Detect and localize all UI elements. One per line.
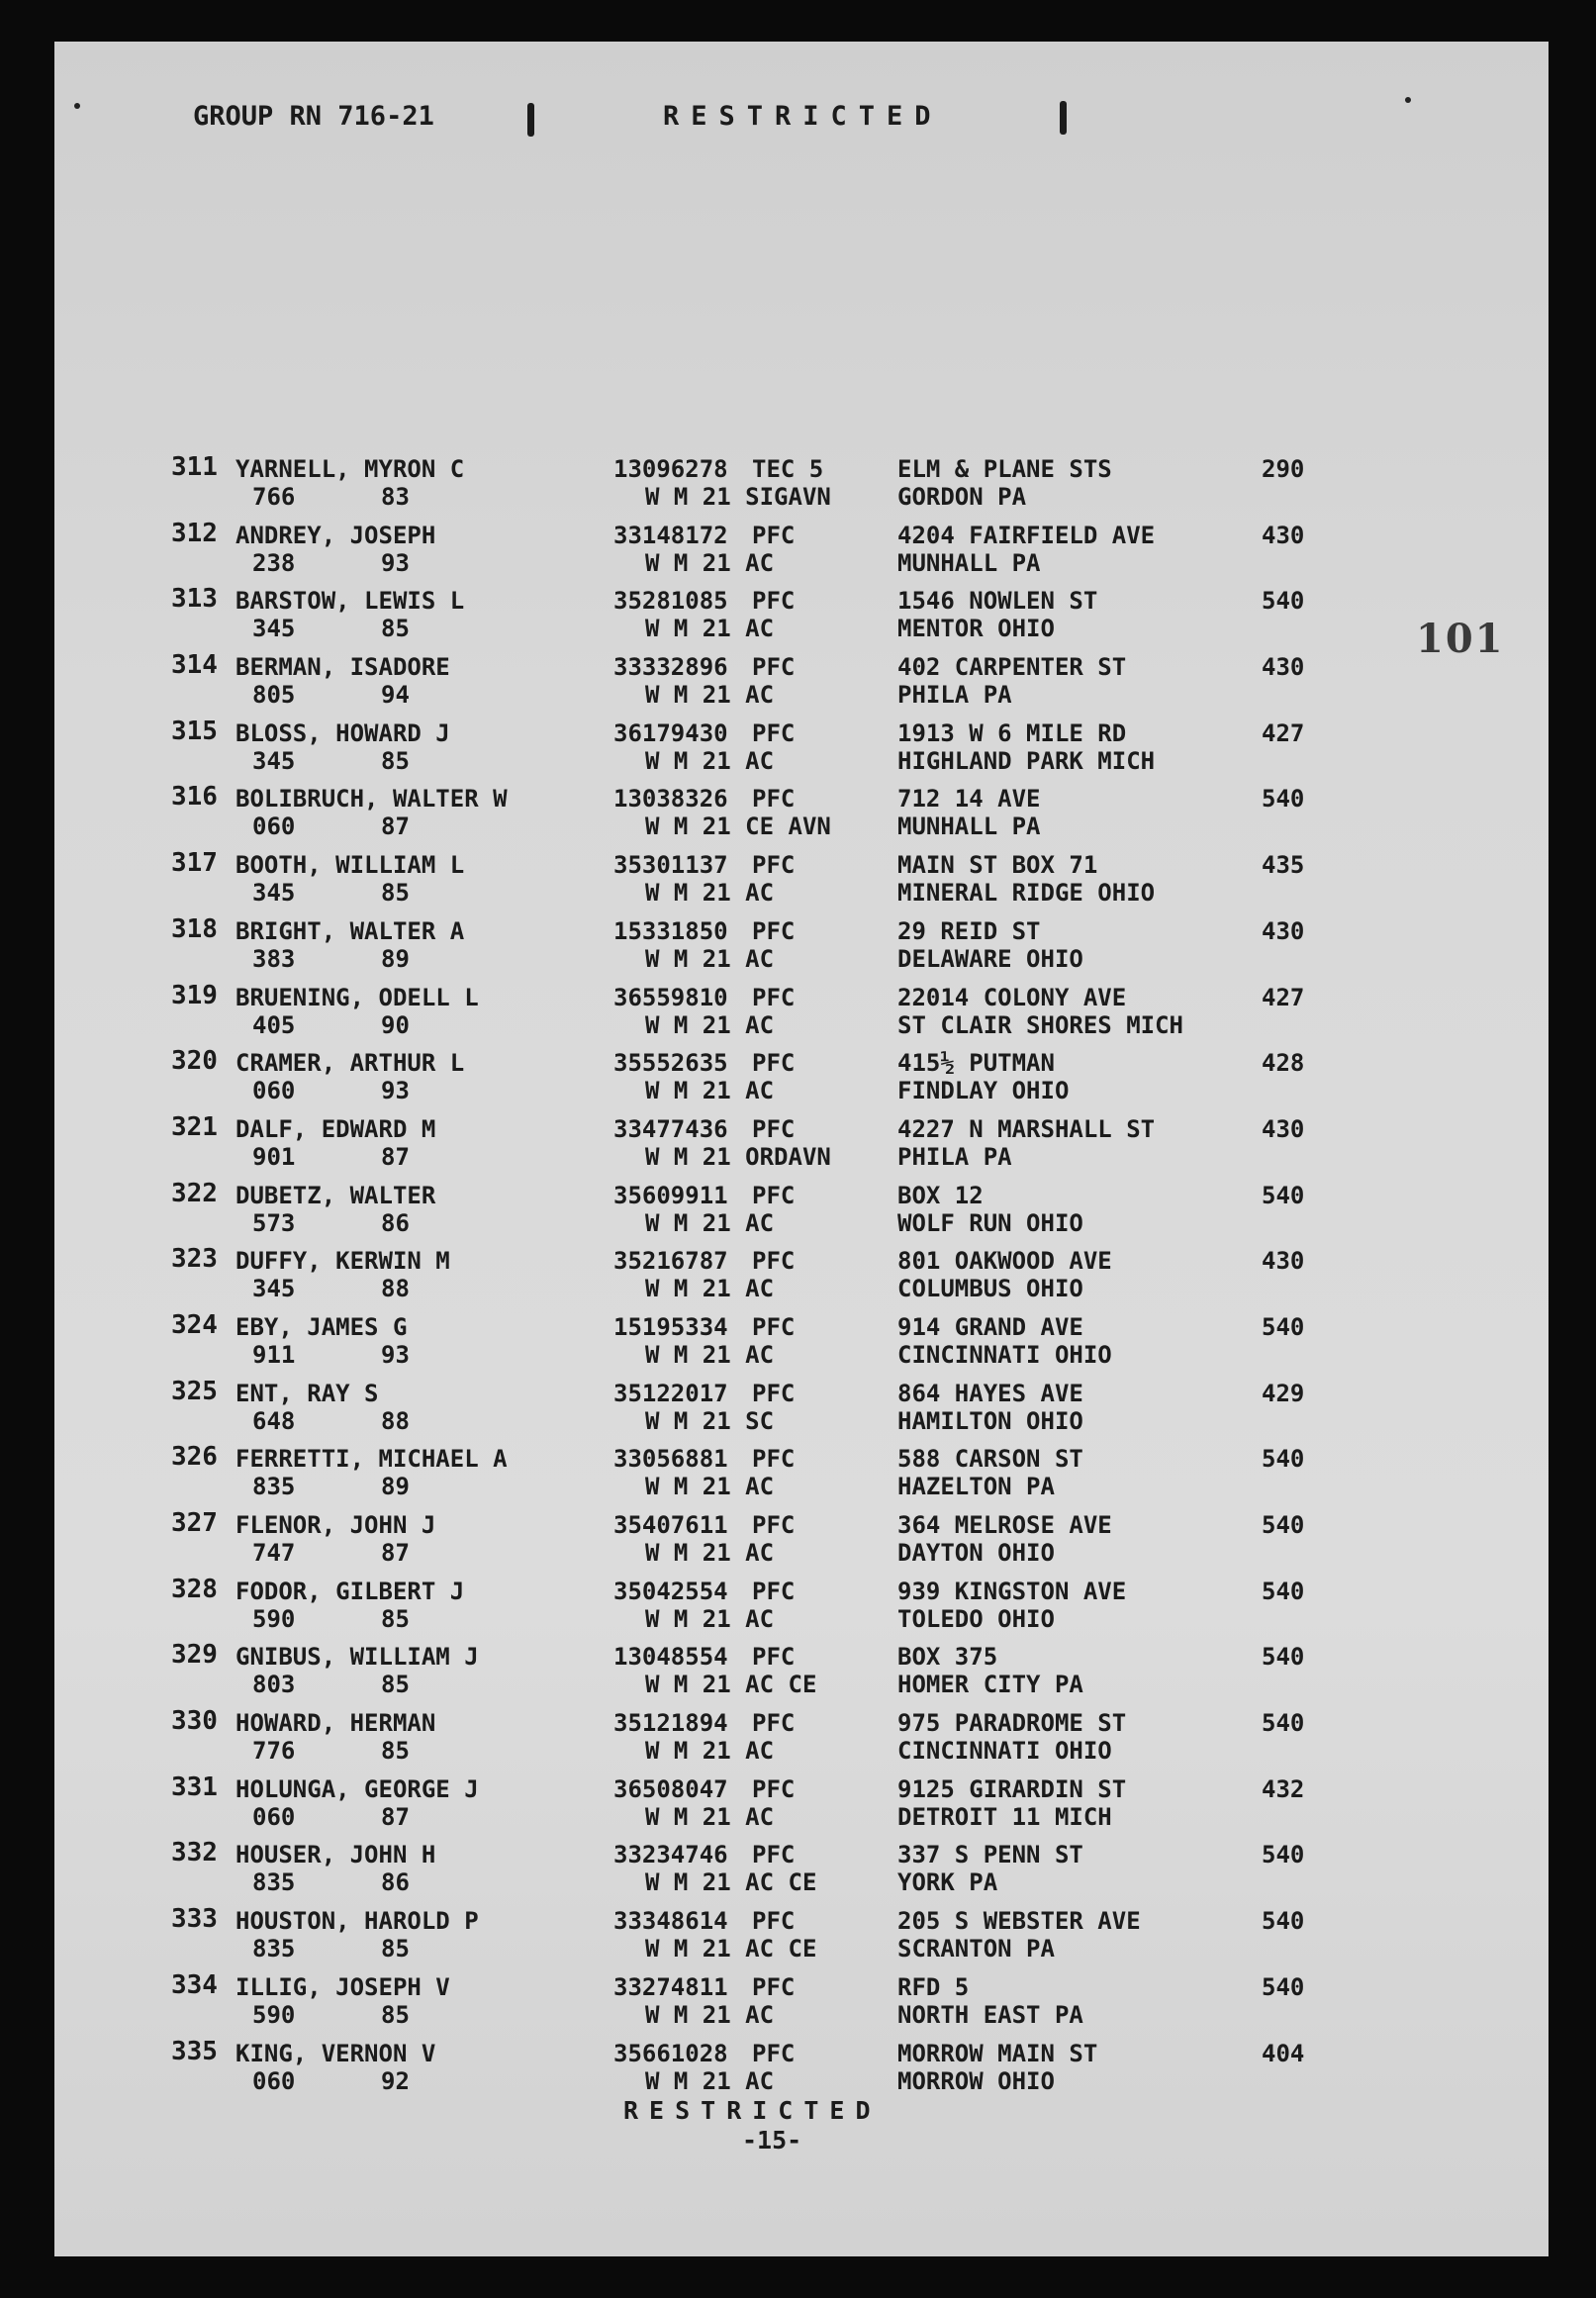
unit-code: W M 21 ORDAVN — [645, 1142, 831, 1171]
mos-code: 540 — [1262, 785, 1305, 814]
code-second: 85 — [381, 1935, 410, 1963]
serial-number: 35042554 — [613, 1577, 728, 1605]
entry-number: 323 — [171, 1244, 218, 1275]
rank: PFC — [752, 653, 796, 682]
rank: PFC — [752, 1907, 796, 1936]
entry-number: 317 — [171, 848, 218, 879]
code-first: 060 — [252, 1077, 296, 1105]
rank: PFC — [752, 1841, 796, 1869]
serial-number: 13038326 — [613, 785, 728, 814]
address-line-1: 415½ PUTMAN — [897, 1049, 1055, 1078]
address-line-2: GORDON PA — [897, 483, 1027, 511]
address-line-1: 939 KINGSTON AVE — [897, 1577, 1127, 1605]
entry-number: 320 — [171, 1046, 218, 1077]
unit-code: W M 21 AC — [645, 1340, 775, 1369]
roster-entry — [54, 1109, 1549, 1176]
code-second: 86 — [381, 1868, 410, 1897]
entry-number: 311 — [171, 452, 218, 482]
unit-code: W M 21 SIGAVN — [645, 483, 831, 511]
address-line-1: ELM & PLANE STS — [897, 455, 1112, 483]
serial-number: 35121894 — [613, 1709, 728, 1738]
roster-entry — [54, 779, 1549, 845]
mos-code: 540 — [1262, 1445, 1305, 1474]
serial-number: 36179430 — [613, 718, 728, 747]
rank: PFC — [752, 1643, 796, 1672]
serial-number: 33332896 — [613, 653, 728, 682]
address-line-1: 337 S PENN ST — [897, 1841, 1083, 1869]
roster-entry — [54, 978, 1549, 1044]
code-second: 92 — [381, 2066, 410, 2095]
unit-code: W M 21 AC — [645, 615, 775, 643]
serial-number: 33274811 — [613, 1972, 728, 2001]
roster-entry — [54, 1505, 1549, 1572]
code-second: 87 — [381, 1539, 410, 1567]
serial-number: 35281085 — [613, 587, 728, 616]
mos-code: 430 — [1262, 1247, 1305, 1276]
address-line-1: 29 REID ST — [897, 916, 1041, 945]
code-first: 805 — [252, 681, 296, 710]
rank: PFC — [752, 1181, 796, 1209]
unit-code: W M 21 AC CE — [645, 1868, 817, 1897]
mos-code: 540 — [1262, 1841, 1305, 1869]
mos-code: 540 — [1262, 1312, 1305, 1341]
rank: PFC — [752, 1312, 796, 1341]
mos-code: 540 — [1262, 1907, 1305, 1936]
mos-code: 435 — [1262, 851, 1305, 880]
unit-code: W M 21 AC — [645, 1539, 775, 1567]
roster-entry — [54, 1439, 1549, 1505]
restricted-header: RESTRICTED — [663, 101, 943, 132]
mos-code: 540 — [1262, 1511, 1305, 1539]
address-line-2: YORK PA — [897, 1868, 998, 1897]
roster-entry — [54, 1241, 1549, 1307]
serial-number: 15331850 — [613, 916, 728, 945]
soldier-name: ANDREY, JOSEPH — [235, 521, 436, 549]
unit-code: W M 21 AC — [645, 1737, 775, 1766]
entry-number: 331 — [171, 1771, 218, 1802]
soldier-name: CRAMER, ARTHUR L — [235, 1049, 465, 1078]
address-line-1: 588 CARSON ST — [897, 1445, 1083, 1474]
rank: PFC — [752, 983, 796, 1011]
address-line-2: COLUMBUS OHIO — [897, 1275, 1083, 1303]
mos-code: 430 — [1262, 521, 1305, 549]
roster-entry — [54, 1770, 1549, 1836]
address-line-2: HOMER CITY PA — [897, 1671, 1083, 1699]
address-line-2: MORROW OHIO — [897, 2066, 1055, 2095]
roster-entry — [54, 845, 1549, 911]
code-second: 87 — [381, 1802, 410, 1831]
soldier-name: KING, VERNON V — [235, 2039, 436, 2067]
soldier-name: ILLIG, JOSEPH V — [235, 1972, 450, 2001]
serial-number: 13048554 — [613, 1643, 728, 1672]
code-first: 383 — [252, 944, 296, 973]
unit-code: W M 21 AC — [645, 681, 775, 710]
soldier-name: FERRETTI, MICHAEL A — [235, 1445, 508, 1474]
soldier-name: GNIBUS, WILLIAM J — [235, 1643, 479, 1672]
entry-number: 313 — [171, 584, 218, 615]
code-first: 911 — [252, 1340, 296, 1369]
rank: PFC — [752, 2039, 796, 2067]
entry-number: 335 — [171, 2036, 218, 2066]
unit-code: W M 21 AC — [645, 1077, 775, 1105]
code-first: 060 — [252, 1802, 296, 1831]
address-line-2: HAZELTON PA — [897, 1473, 1055, 1501]
address-line-1: 712 14 AVE — [897, 785, 1041, 814]
page-number: -15- — [742, 2126, 802, 2154]
address-line-1: 402 CARPENTER ST — [897, 653, 1127, 682]
code-second: 85 — [381, 2000, 410, 2029]
serial-number: 35216787 — [613, 1247, 728, 1276]
address-line-1: 975 PARADROME ST — [897, 1709, 1127, 1738]
roster-entry — [54, 581, 1549, 647]
mos-code: 432 — [1262, 1774, 1305, 1803]
entry-number: 312 — [171, 518, 218, 548]
serial-number: 15195334 — [613, 1312, 728, 1341]
entry-number: 314 — [171, 650, 218, 681]
rank: TEC 5 — [752, 455, 824, 483]
address-line-2: SCRANTON PA — [897, 1935, 1055, 1963]
unit-code: W M 21 AC — [645, 746, 775, 775]
address-line-1: 205 S WEBSTER AVE — [897, 1907, 1141, 1936]
unit-code: W M 21 SC — [645, 1406, 775, 1435]
address-line-2: HAMILTON OHIO — [897, 1406, 1083, 1435]
entry-number: 328 — [171, 1574, 218, 1604]
mos-code: 540 — [1262, 587, 1305, 616]
code-first: 573 — [252, 1208, 296, 1237]
code-second: 85 — [381, 615, 410, 643]
address-line-1: MAIN ST BOX 71 — [897, 851, 1098, 880]
entry-number: 318 — [171, 913, 218, 944]
address-line-2: NORTH EAST PA — [897, 2000, 1083, 2029]
serial-number: 33348614 — [613, 1907, 728, 1936]
unit-code: W M 21 AC — [645, 1275, 775, 1303]
address-line-1: 9125 GIRARDIN ST — [897, 1774, 1127, 1803]
unit-code: W M 21 AC — [645, 2000, 775, 2029]
soldier-name: EBY, JAMES G — [235, 1312, 408, 1341]
entry-number: 315 — [171, 716, 218, 746]
mos-code: 427 — [1262, 718, 1305, 747]
address-line-1: 1546 NOWLEN ST — [897, 587, 1098, 616]
serial-number: 35407611 — [613, 1511, 728, 1539]
rank: PFC — [752, 521, 796, 549]
code-second: 94 — [381, 681, 410, 710]
entry-number: 327 — [171, 1508, 218, 1538]
mos-code: 540 — [1262, 1181, 1305, 1209]
code-first: 060 — [252, 813, 296, 841]
roster-entry — [54, 516, 1549, 582]
serial-number: 35301137 — [613, 851, 728, 880]
address-line-2: MUNHALL PA — [897, 548, 1041, 577]
code-first: 345 — [252, 615, 296, 643]
roster-entry — [54, 449, 1549, 516]
rank: PFC — [752, 785, 796, 814]
soldier-name: BARSTOW, LEWIS L — [235, 587, 465, 616]
address-line-2: MUNHALL PA — [897, 813, 1041, 841]
soldier-name: BLOSS, HOWARD J — [235, 718, 450, 747]
code-first: 901 — [252, 1142, 296, 1171]
unit-code: W M 21 AC — [645, 548, 775, 577]
mos-code: 290 — [1262, 455, 1305, 483]
soldier-name: FLENOR, JOHN J — [235, 1511, 436, 1539]
serial-number: 35122017 — [613, 1379, 728, 1407]
code-second: 88 — [381, 1406, 410, 1435]
serial-number: 33234746 — [613, 1841, 728, 1869]
unit-code: W M 21 AC — [645, 879, 775, 908]
entry-number: 333 — [171, 1904, 218, 1935]
serial-number: 36559810 — [613, 983, 728, 1011]
address-line-1: BOX 375 — [897, 1643, 998, 1672]
rank: PFC — [752, 1577, 796, 1605]
rank: PFC — [752, 1114, 796, 1143]
mos-code: 540 — [1262, 1709, 1305, 1738]
soldier-name: BRUENING, ODELL L — [235, 983, 479, 1011]
address-line-2: FINDLAY OHIO — [897, 1077, 1070, 1105]
address-line-2: HIGHLAND PARK MICH — [897, 746, 1156, 775]
roster-entry — [54, 1307, 1549, 1374]
soldier-name: HOUSTON, HAROLD P — [235, 1907, 479, 1936]
code-first: 803 — [252, 1671, 296, 1699]
group-header: GROUP RN 716-21 — [193, 101, 434, 132]
address-line-1: 364 MELROSE AVE — [897, 1511, 1112, 1539]
address-line-2: PHILA PA — [897, 1142, 1012, 1171]
address-line-2: CINCINNATI OHIO — [897, 1340, 1112, 1369]
margin-mark — [527, 103, 534, 137]
roster-entry — [54, 1572, 1549, 1638]
code-first: 648 — [252, 1406, 296, 1435]
code-first: 345 — [252, 1275, 296, 1303]
rank: PFC — [752, 916, 796, 945]
roster-entry — [54, 1901, 1549, 1967]
code-second: 85 — [381, 1671, 410, 1699]
mos-code: 430 — [1262, 1114, 1305, 1143]
address-line-2: DELAWARE OHIO — [897, 944, 1083, 973]
entry-number: 321 — [171, 1111, 218, 1142]
mos-code: 430 — [1262, 653, 1305, 682]
address-line-1: 801 OAKWOOD AVE — [897, 1247, 1112, 1276]
soldier-name: DALF, EDWARD M — [235, 1114, 436, 1143]
mos-code: 427 — [1262, 983, 1305, 1011]
serial-number: 35552635 — [613, 1049, 728, 1078]
code-second: 85 — [381, 746, 410, 775]
rank: PFC — [752, 1972, 796, 2001]
serial-number: 35661028 — [613, 2039, 728, 2067]
code-second: 90 — [381, 1010, 410, 1039]
entry-number: 332 — [171, 1838, 218, 1868]
soldier-name: BOLIBRUCH, WALTER W — [235, 785, 508, 814]
entry-number: 329 — [171, 1640, 218, 1671]
code-first: 345 — [252, 746, 296, 775]
address-line-1: BOX 12 — [897, 1181, 984, 1209]
roster-entry — [54, 1703, 1549, 1770]
mos-code: 430 — [1262, 916, 1305, 945]
code-second: 89 — [381, 1473, 410, 1501]
address-line-2: DETROIT 11 MICH — [897, 1802, 1112, 1831]
roster-entry — [54, 911, 1549, 978]
ink-speck — [1405, 97, 1411, 103]
code-second: 85 — [381, 879, 410, 908]
address-line-2: ST CLAIR SHORES MICH — [897, 1010, 1183, 1039]
entry-number: 330 — [171, 1706, 218, 1737]
address-line-2: PHILA PA — [897, 681, 1012, 710]
code-second: 88 — [381, 1275, 410, 1303]
rank: PFC — [752, 1049, 796, 1078]
rank: PFC — [752, 1247, 796, 1276]
address-line-1: 1913 W 6 MILE RD — [897, 718, 1127, 747]
address-line-1: 4227 N MARSHALL ST — [897, 1114, 1156, 1143]
code-second: 87 — [381, 813, 410, 841]
rank: PFC — [752, 718, 796, 747]
roster-entry — [54, 1967, 1549, 2034]
mos-code: 540 — [1262, 1643, 1305, 1672]
unit-code: W M 21 CE AVN — [645, 813, 831, 841]
roster-entry — [54, 2034, 1549, 2100]
unit-code: W M 21 AC — [645, 1010, 775, 1039]
soldier-name: HOWARD, HERMAN — [235, 1709, 436, 1738]
rank: PFC — [752, 1379, 796, 1407]
entry-number: 324 — [171, 1309, 218, 1340]
address-line-1: MORROW MAIN ST — [897, 2039, 1098, 2067]
code-first: 060 — [252, 2066, 296, 2095]
roster-list — [54, 449, 1549, 2099]
roster-entry — [54, 647, 1549, 714]
entry-number: 326 — [171, 1442, 218, 1473]
soldier-name: DUBETZ, WALTER — [235, 1181, 436, 1209]
unit-code: W M 21 AC CE — [645, 1671, 817, 1699]
code-first: 835 — [252, 1868, 296, 1897]
margin-mark — [1060, 101, 1067, 135]
roster-entry — [54, 1374, 1549, 1440]
soldier-name: HOLUNGA, GEORGE J — [235, 1774, 479, 1803]
entry-number: 322 — [171, 1178, 218, 1208]
mos-code: 429 — [1262, 1379, 1305, 1407]
rank: PFC — [752, 851, 796, 880]
unit-code: W M 21 AC — [645, 1802, 775, 1831]
code-first: 405 — [252, 1010, 296, 1039]
entry-number: 325 — [171, 1376, 218, 1406]
roster-entry — [54, 1835, 1549, 1901]
unit-code: W M 21 AC — [645, 1604, 775, 1633]
document-page — [54, 42, 1549, 2256]
side-page-number: 101 — [1416, 616, 1505, 662]
code-first: 238 — [252, 548, 296, 577]
ink-speck — [74, 103, 80, 109]
code-first: 747 — [252, 1539, 296, 1567]
address-line-2: WOLF RUN OHIO — [897, 1208, 1083, 1237]
code-first: 776 — [252, 1737, 296, 1766]
soldier-name: YARNELL, MYRON C — [235, 455, 465, 483]
code-first: 766 — [252, 483, 296, 511]
soldier-name: BERMAN, ISADORE — [235, 653, 450, 682]
code-first: 590 — [252, 1604, 296, 1633]
code-second: 89 — [381, 944, 410, 973]
soldier-name: DUFFY, KERWIN M — [235, 1247, 450, 1276]
address-line-2: DAYTON OHIO — [897, 1539, 1055, 1567]
rank: PFC — [752, 1445, 796, 1474]
address-line-2: MINERAL RIDGE OHIO — [897, 879, 1156, 908]
serial-number: 13096278 — [613, 455, 728, 483]
entry-number: 319 — [171, 980, 218, 1010]
address-line-2: CINCINNATI OHIO — [897, 1737, 1112, 1766]
serial-number: 33148172 — [613, 521, 728, 549]
address-line-1: 914 GRAND AVE — [897, 1312, 1083, 1341]
address-line-1: 4204 FAIRFIELD AVE — [897, 521, 1156, 549]
mos-code: 428 — [1262, 1049, 1305, 1078]
unit-code: W M 21 AC — [645, 1208, 775, 1237]
code-second: 85 — [381, 1737, 410, 1766]
rank: PFC — [752, 1709, 796, 1738]
roster-entry — [54, 1176, 1549, 1242]
address-line-2: MENTOR OHIO — [897, 615, 1055, 643]
restricted-footer: RESTRICTED — [623, 2096, 882, 2125]
mos-code: 540 — [1262, 1577, 1305, 1605]
soldier-name: BOOTH, WILLIAM L — [235, 851, 465, 880]
roster-entry — [54, 1043, 1549, 1109]
code-first: 835 — [252, 1473, 296, 1501]
code-second: 86 — [381, 1208, 410, 1237]
unit-code: W M 21 AC — [645, 2066, 775, 2095]
address-line-1: 22014 COLONY AVE — [897, 983, 1127, 1011]
address-line-1: RFD 5 — [897, 1972, 970, 2001]
entry-number: 334 — [171, 1969, 218, 2000]
unit-code: W M 21 AC — [645, 1473, 775, 1501]
serial-number: 33477436 — [613, 1114, 728, 1143]
roster-entry — [54, 714, 1549, 780]
soldier-name: ENT, RAY S — [235, 1379, 379, 1407]
mos-code: 404 — [1262, 2039, 1305, 2067]
address-line-1: 864 HAYES AVE — [897, 1379, 1083, 1407]
code-second: 83 — [381, 483, 410, 511]
code-second: 93 — [381, 1340, 410, 1369]
roster-entry — [54, 1637, 1549, 1703]
soldier-name: HOUSER, JOHN H — [235, 1841, 436, 1869]
serial-number: 33056881 — [613, 1445, 728, 1474]
code-second: 85 — [381, 1604, 410, 1633]
address-line-2: TOLEDO OHIO — [897, 1604, 1055, 1633]
entry-number: 316 — [171, 782, 218, 813]
code-first: 835 — [252, 1935, 296, 1963]
soldier-name: BRIGHT, WALTER A — [235, 916, 465, 945]
code-second: 93 — [381, 1077, 410, 1105]
code-second: 87 — [381, 1142, 410, 1171]
serial-number: 36508047 — [613, 1774, 728, 1803]
code-first: 345 — [252, 879, 296, 908]
unit-code: W M 21 AC — [645, 944, 775, 973]
unit-code: W M 21 AC CE — [645, 1935, 817, 1963]
rank: PFC — [752, 1774, 796, 1803]
rank: PFC — [752, 587, 796, 616]
mos-code: 540 — [1262, 1972, 1305, 2001]
soldier-name: FODOR, GILBERT J — [235, 1577, 465, 1605]
code-first: 590 — [252, 2000, 296, 2029]
rank: PFC — [752, 1511, 796, 1539]
code-second: 93 — [381, 548, 410, 577]
serial-number: 35609911 — [613, 1181, 728, 1209]
